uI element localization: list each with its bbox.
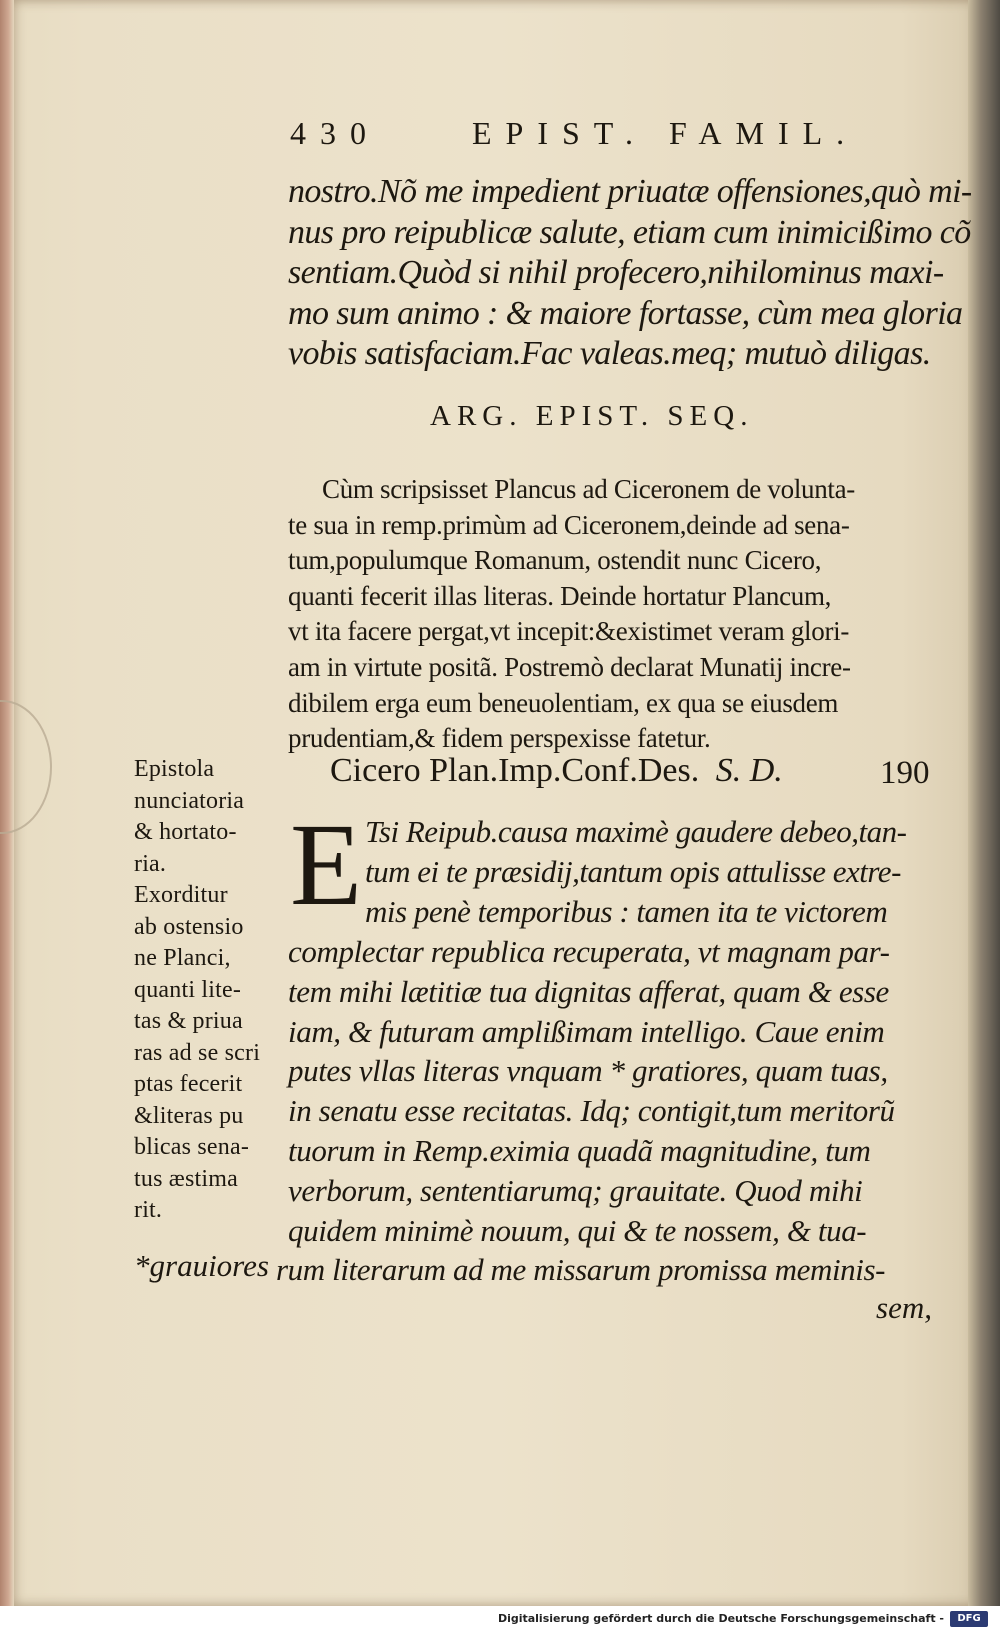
margin-line: ptas fecerit [134, 1071, 243, 1097]
text-line: in senatu esse recitatas. Idq; contigit,tum meritorũ [288, 1093, 895, 1129]
margin-line: Exorditur [134, 882, 228, 908]
text-line: prudentiam,& fidem perspexisse fatetur. [288, 723, 711, 754]
text-line: putes vllas literas vnquam * gratiores, quam tuas, [288, 1053, 888, 1089]
drop-cap-initial: E [290, 799, 363, 930]
funding-credit: Digitalisierung gefördert durch die Deutsche Forschungsgemeinschaft - [497, 1612, 944, 1625]
running-header [290, 115, 858, 152]
margin-line: tus æstima [134, 1165, 239, 1192]
margin-line: quanti lite- [134, 976, 242, 1003]
margin-line: & hortato- [134, 819, 237, 845]
text-line: quanti fecerit illas literas. Deinde hortatur Plancum, [288, 580, 832, 611]
margin-line: blicas sena- [134, 1134, 250, 1160]
margin-line: Epistola [134, 756, 215, 782]
marginal-note [134, 754, 260, 1227]
text-line: rum literarum ad me missarum promissa meminis- [276, 1252, 886, 1288]
text-line: nus pro reipublicæ salute, etiam cum inimicißimo cõ [288, 213, 971, 251]
preceding-letter-ending [288, 172, 972, 375]
text-line: tum ei te præsidij,tantum opis attulisse extre- [365, 854, 901, 889]
margin-line: ras ad se scri [134, 1039, 261, 1066]
text-line: quidem minimè nouum, qui & te nossem, & tua- [288, 1212, 867, 1248]
letter-heading [330, 752, 783, 790]
margin-line: ab ostensio [134, 913, 244, 940]
margin-line: ria. [134, 850, 167, 877]
dfg-logo-icon: DFG [950, 1611, 988, 1627]
text-line: tuorum in Remp.eximia quadã magnitudine, tum [288, 1132, 871, 1168]
text-line: dibilem erga eum beneuolentiam, ex qua se eiusdem [288, 687, 839, 718]
margin-line: tas & priua [134, 1008, 243, 1034]
running-title: EPIST. FAMIL. [472, 115, 859, 151]
argument-text [288, 472, 855, 757]
text-line: tem mihi lætitiæ tua dignitas afferat, quam & esse [288, 973, 889, 1009]
letter-addressee: Cicero Plan.Imp.Conf.Des. [330, 752, 700, 789]
page-number: 430 [290, 115, 380, 151]
text-line: Tsi Reipub.causa maximè gaudere debeo,tan- [365, 814, 907, 849]
margin-line: nunciatoria [134, 787, 245, 814]
text-line: Cùm scripsisset Plancus ad Ciceronem de volunta- [322, 474, 855, 504]
letter-body [276, 932, 895, 1290]
text-line: nostro.Nõ me impedient priuatæ offensiones,quò mi- [288, 173, 972, 210]
text-line: iam, & futuram amplißimam intelligo. Caue enim [288, 1013, 885, 1049]
margin-line: ne Planci, [134, 945, 231, 971]
letter-number: 190 [880, 755, 930, 791]
text-line: sentiam.Quòd si nihil profecero,nihilominus maxi- [288, 254, 944, 291]
margin-line: &literas pu [134, 1102, 244, 1129]
margin-line: rit. [134, 1197, 163, 1223]
text-line: complectar republica recuperata, vt magnam par- [288, 934, 890, 969]
text-line: vt ita facere pergat,vt incepit:&existimet veram glori- [288, 616, 850, 647]
catchword: sem, [876, 1290, 932, 1325]
letter-salutation: S. D. [715, 752, 783, 789]
text-line: verborum, sententiarumq; grauitate. Quod mihi [288, 1172, 863, 1208]
page-right-edge [968, 0, 1000, 1606]
letter-opening-lines [365, 812, 907, 932]
text-line: tum,populumque Romanum, ostendit nunc Cicero, [288, 545, 822, 576]
argument-heading: ARG. EPIST. SEQ. [430, 400, 754, 432]
text-line: mis penè temporibus : tamen ita te victorem [365, 894, 888, 929]
text-line: am in virtute positã. Postremò declarat Munatij incre- [288, 651, 851, 682]
text-line: te sua in remp.primùm ad Ciceronem,deinde ad sena- [288, 509, 850, 540]
text-line: mo sum animo : & maiore fortasse, cùm mea gloria [288, 294, 963, 332]
text-line: vobis satisfaciam.Fac valeas.meq; mutuò diligas. [288, 335, 931, 372]
margin-variant-note: *grauiores [134, 1248, 269, 1283]
